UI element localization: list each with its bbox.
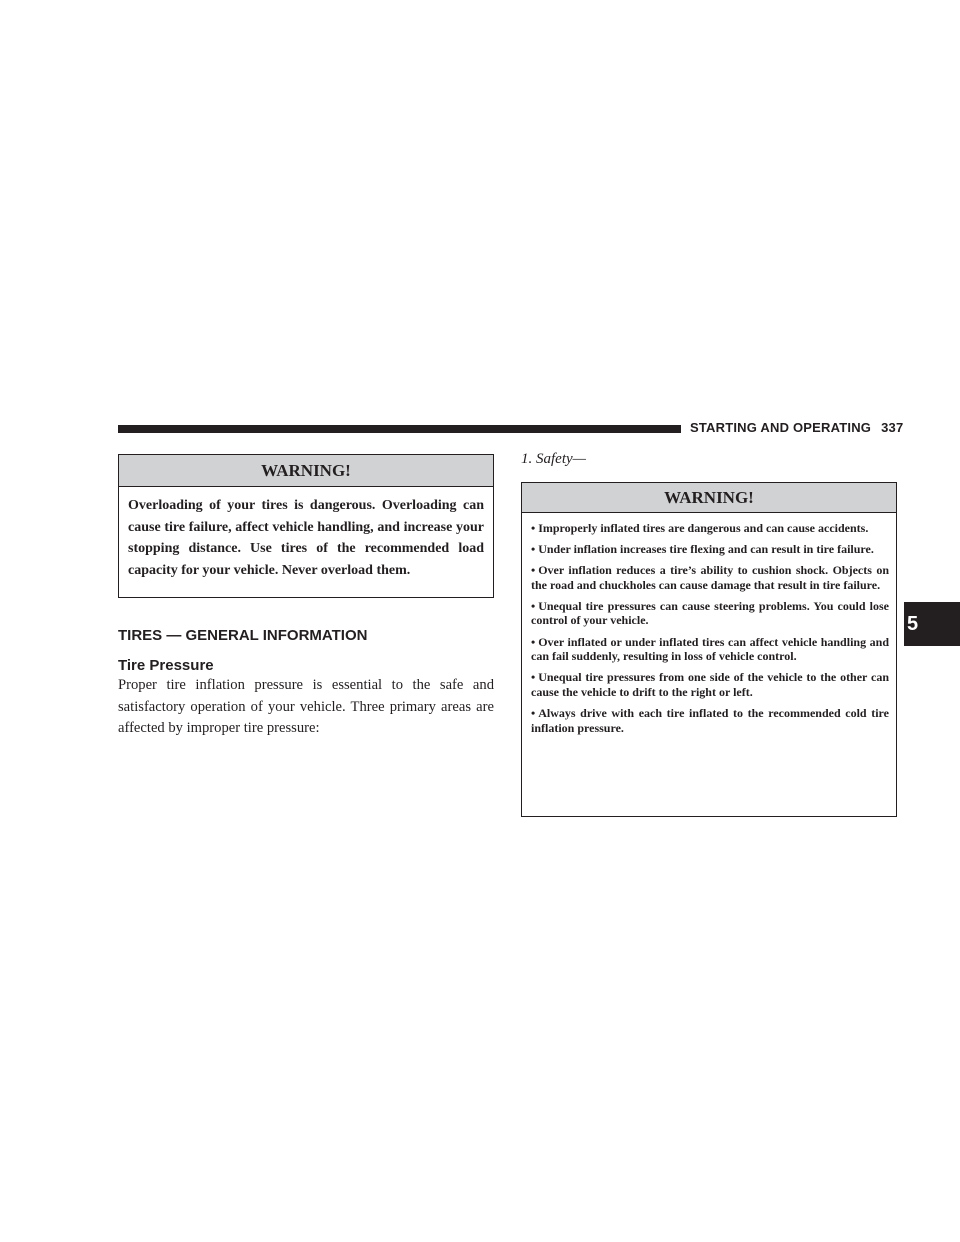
overloading-warning-box bbox=[118, 454, 494, 598]
chapter-tab: 5 bbox=[904, 602, 960, 646]
bullet-icon: • bbox=[531, 542, 536, 557]
bullet-icon: • bbox=[531, 521, 536, 535]
warning-bullet: • Improperly inflated tires are dangerous and can cause accidents. bbox=[531, 521, 869, 535]
bullet-icon: • bbox=[531, 563, 536, 578]
bullet-icon: • bbox=[531, 598, 536, 613]
bullet-icon: • bbox=[531, 705, 536, 720]
bullet-icon: • bbox=[531, 670, 536, 685]
warning-title: WARNING! bbox=[522, 483, 896, 513]
warning-title: WARNING! bbox=[119, 455, 493, 487]
warning-bullet: • Unequal tire pressures can cause steering problems. You could lose control of your vehicle. bbox=[531, 598, 889, 628]
warning-body: Overloading of your tires is dangerous. Overloading can cause tire failure, affect vehicle handling, and increase your stopping distance. Use tires of the recommended load capacity for your vehicle. Never overload them. bbox=[128, 498, 484, 578]
safety-warning-box bbox=[521, 482, 897, 817]
warning-bullet: • Over inflation reduces a tire’s ability to cushion shock. Objects on the road and chuckholes can cause damage that result in tire failure. bbox=[531, 563, 889, 592]
warning-bullet-list bbox=[522, 513, 896, 735]
tire-pressure-paragraph: Proper tire inflation pressure is essential to the safe and satisfactory operation of your vehicle. Three primary areas are affected by improper tire pressure: bbox=[118, 677, 494, 737]
running-header bbox=[690, 420, 910, 435]
safety-label: 1. Safety— bbox=[521, 451, 586, 467]
warning-bullet: • Always drive with each tire inflated to the recommended cold tire inflation pressure. bbox=[531, 705, 889, 735]
section-heading: TIRES — GENERAL INFORMATION bbox=[118, 627, 368, 644]
warning-bullet: • Over inflated or under inflated tires can affect vehicle handling and can fail suddenly, resulting in loss of vehicle control. bbox=[531, 634, 889, 664]
header-rule bbox=[118, 425, 681, 433]
bullet-icon: • bbox=[531, 634, 536, 649]
warning-bullet: • Unequal tire pressures from one side of the vehicle to the other can cause the vehicle to drift to the right or left. bbox=[531, 670, 889, 699]
page-number: 337 bbox=[881, 420, 904, 435]
warning-bullet: • Under inflation increases tire flexing and can result in tire failure. bbox=[531, 542, 874, 557]
section-title: STARTING AND OPERATING bbox=[690, 420, 872, 435]
subsection-heading: Tire Pressure bbox=[118, 657, 214, 674]
